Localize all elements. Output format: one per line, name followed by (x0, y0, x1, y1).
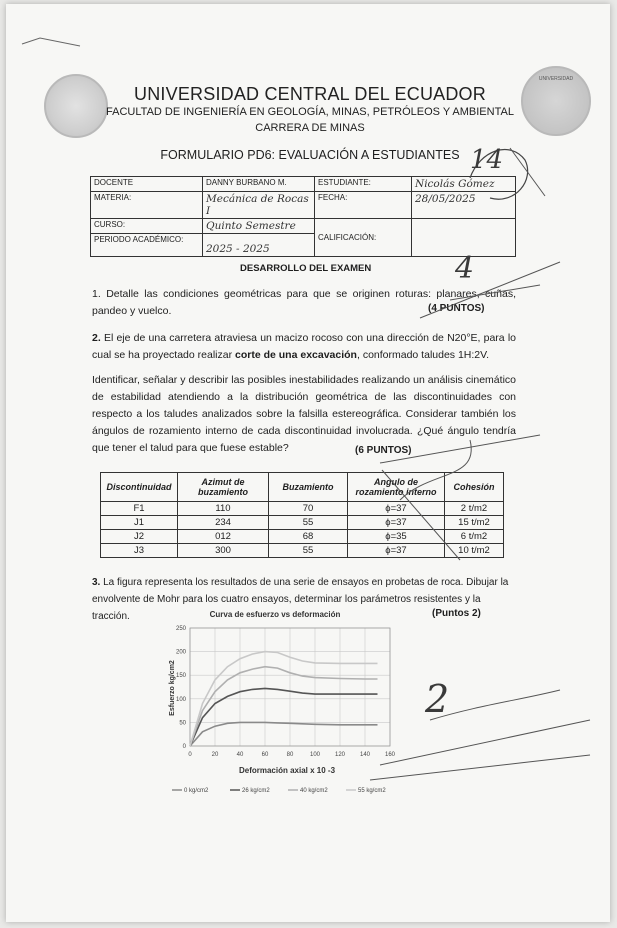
table-cell: 110 (178, 502, 269, 516)
discontinuity-table (100, 472, 504, 558)
table-cell: ϕ=35 (348, 530, 445, 544)
faculty-title: FACULTAD DE INGENIERÍA EN GEOLOGÍA, MINAS, PETRÓLEOS Y AMBIENTAL (106, 106, 514, 118)
fecha-label: FECHA: (315, 192, 412, 219)
x-tick-label: 20 (211, 752, 219, 758)
disc-header: Angulo de rozamiento interno (348, 473, 445, 502)
table-cell: J3 (101, 544, 178, 558)
estudiante-label: ESTUDIANTE: (315, 177, 412, 192)
question-2-points: (6 PUNTOS) (355, 445, 412, 456)
x-tick-label: 120 (334, 752, 346, 758)
grade-q3: 2 (425, 677, 450, 721)
x-tick-label: 160 (384, 752, 396, 758)
question-2-text-a: El eje de una carretera atraviesa un macizo rocoso con una dirección de N20°E, para lo cual se ha proyectado realizar (92, 332, 516, 361)
y-axis-label: Esfuerzo kg/cm2 (169, 660, 176, 716)
table-cell: 55 (269, 516, 348, 530)
table-cell: J1 (101, 516, 178, 530)
table-cell: ϕ=37 (348, 516, 445, 530)
info-table (90, 176, 516, 257)
table-cell: F1 (101, 502, 178, 516)
table-cell: ϕ=37 (348, 502, 445, 516)
disc-header: Discontinuidad (101, 473, 178, 502)
estudiante-value: Nicolás Gómez (412, 177, 516, 192)
x-tick-label: 0 (188, 752, 192, 758)
series-line-2 (190, 688, 378, 746)
materia-label: MATERIA: (91, 192, 203, 219)
legend-entry: 0 kg/cm2 (184, 788, 209, 794)
university-seal-right (521, 66, 591, 136)
table-cell: 55 (269, 544, 348, 558)
table-cell: J2 (101, 530, 178, 544)
question-2 (92, 330, 516, 364)
curso-value: Quinto Semestre (203, 219, 315, 234)
disc-header: Buzamiento (269, 473, 348, 502)
table-cell: 234 (178, 516, 269, 530)
career-title: CARRERA DE MINAS (255, 122, 365, 134)
grade-top: 14 (470, 145, 504, 175)
legend-entry: 26 kg/cm2 (242, 788, 270, 794)
y-tick-label: 0 (182, 744, 186, 750)
question-2-text-bold: corte de una excavación (235, 349, 357, 361)
y-tick-label: 100 (175, 696, 186, 703)
table-row (101, 502, 504, 516)
table-row (101, 516, 504, 530)
table-cell: 300 (178, 544, 269, 558)
series-line-1 (190, 722, 378, 746)
y-tick-label: 200 (175, 649, 186, 656)
table-cell: ϕ=37 (348, 544, 445, 558)
table-cell: 70 (269, 502, 348, 516)
chart-title: Curva de esfuerzo vs deformación (209, 610, 341, 619)
periodo-label: PERIODO ACADÉMICO: (91, 234, 203, 257)
periodo-value: 2025 - 2025 (203, 234, 315, 257)
y-tick-label: 150 (175, 673, 186, 680)
table-cell: 2 t/m2 (445, 502, 504, 516)
x-tick-label: 140 (359, 752, 371, 758)
question-1-points: (4 PUNTOS) (428, 303, 485, 314)
calificacion-value (412, 219, 516, 257)
university-title: UNIVERSIDAD CENTRAL DEL ECUADOR (134, 84, 486, 104)
x-tick-label: 100 (309, 752, 321, 758)
table-cell: 012 (178, 530, 269, 544)
question-2-text-b: , conformado taludes 1H:2V. (356, 349, 490, 361)
table-cell: 6 t/m2 (445, 530, 504, 544)
table-cell: 68 (269, 530, 348, 544)
x-tick-label: 60 (261, 752, 269, 758)
university-seal-left (44, 74, 108, 138)
curso-label: CURSO: (91, 219, 203, 234)
legend-entry: 55 kg/cm2 (358, 788, 386, 794)
question-3-number: 3. (92, 577, 101, 588)
question-1-text: 1. Detalle las condiciones geométricas para que se originen roturas: planares, cuñas, pandeo y vuelco. (92, 288, 516, 317)
legend-entry: 40 kg/cm2 (300, 788, 328, 794)
seal-right-text: UNIVERSIDAD (538, 76, 574, 82)
fecha-value: 28/05/2025 (412, 192, 516, 219)
x-tick-label: 40 (236, 752, 244, 758)
calificacion-label: CALIFICACIÓN: (315, 219, 412, 257)
disc-header: Cohesión (445, 473, 504, 502)
question-3-text: La figura representa los resultados de una serie de ensayos en probetas de roca. Dibujar la envolvente de Mohr para los cuatro ensayos, determinar los parámetros resistentes y la tracción. (92, 577, 509, 622)
table-cell: 10 t/m2 (445, 544, 504, 558)
x-tick-label: 80 (286, 752, 294, 758)
table-row (101, 544, 504, 558)
x-axis-label: Deformación axial x 10 -3 (238, 766, 336, 775)
materia-value: Mecánica de Rocas I (203, 192, 315, 219)
docente-value: DANNY BURBANO M. (203, 177, 315, 192)
question-2-number: 2. (92, 332, 101, 344)
series-line-3 (190, 667, 378, 746)
question-2-text-2: Identificar, señalar y describir las posibles inestabilidades realizando un análisis cinemático de estabilidad atendiendo a la distribución geométrica de las discontinuidades con respecto a los taludes analizados sobre la falsilla estereográfica. Considerar también los ángulos de rozamiento interno de cada discontinuidad involucrada. ¿Qué ángulo tendría que tener el talud para que fuese estable? (92, 374, 516, 454)
y-tick-label: 250 (175, 626, 186, 632)
y-tick-label: 50 (179, 720, 186, 727)
table-cell: 15 t/m2 (445, 516, 504, 530)
question-2-body (92, 372, 516, 457)
section-title: DESARROLLO DEL EXAMEN (240, 263, 372, 274)
form-title: FORMULARIO PD6: EVALUACIÓN A ESTUDIANTES (160, 148, 460, 162)
grade-q1: 4 (455, 251, 475, 286)
table-row (101, 530, 504, 544)
disc-header: Azimut de buzamiento (178, 473, 269, 502)
stress-strain-chart (160, 620, 420, 805)
docente-label: DOCENTE (91, 177, 203, 192)
question-3-points: (Puntos 2) (432, 608, 481, 619)
